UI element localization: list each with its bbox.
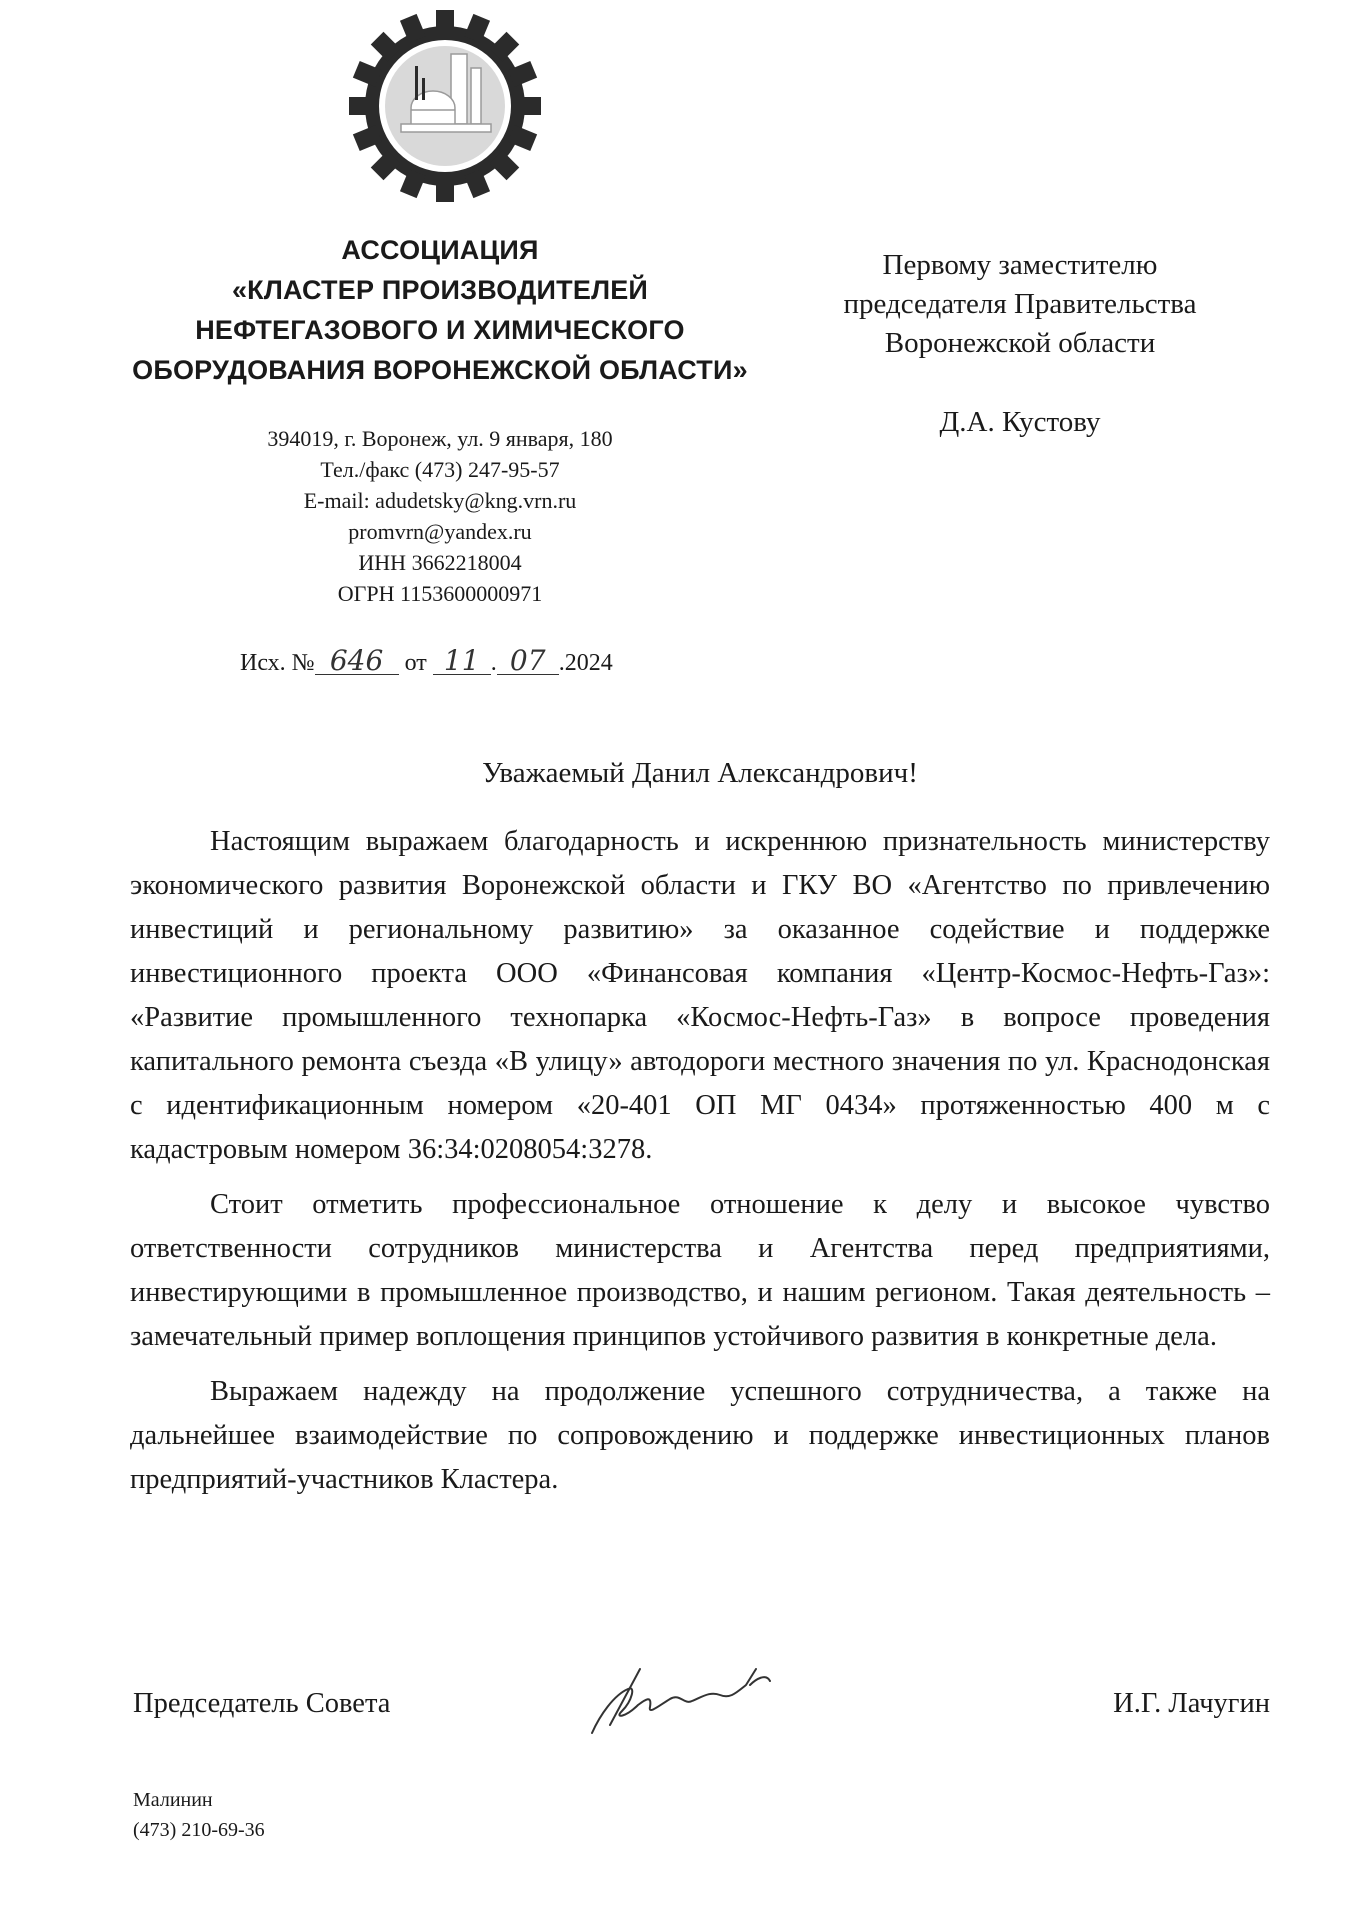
outgoing-month: 07 [497,648,559,675]
org-inn: ИНН 3662218004 [358,550,522,575]
outgoing-number-line [240,644,613,677]
executor-name: Малинин [133,1789,213,1811]
org-name-line: АССОЦИАЦИЯ [341,235,539,265]
outgoing-year: .2024 [558,650,613,676]
executor-phone: (473) 210-69-36 [133,1819,265,1841]
body-paragraph: Настоящим выражаем благодарность и искреннюю признательность министерству экономического развития Воронежской области и ГКУ ВО «Агентство по привлечению инвестиций и региональному развитию» за оказанное содействие и поддержке инвестиционного проекта ООО «Финансовая компания «Центр-Космос-Нефть-Газ»: «Развитие промышленного технопарка «Космос-Нефть-Газ» в вопросе проведения капитального ремонта съезда «В улицу» автодороги местного значения по ул. Краснодонская с идентификационным номером «20-401 ОП МГ 0434» протяженностью 400 м с кадастровым номером 36:34:0208054:3278. [130,826,1270,1165]
org-email-secondary: promvrn@yandex.ru [348,519,532,544]
body-paragraph: Выражаем надежду на продолжение успешного сотрудничества, а также на дальнейшее взаимодействие по сопровождению и поддержке инвестиционных планов предприятий-участников Кластера. [130,1376,1270,1495]
outgoing-date-dot: . [490,650,497,676]
org-name-line: «КЛАСТЕР ПРОИЗВОДИТЕЛЕЙ [231,275,649,305]
org-email: E-mail: adudetsky@kng.vrn.ru [303,488,577,513]
org-phone: Тел./факс (473) 247-95-57 [320,457,560,482]
signatory-title: Председатель Совета [133,1688,391,1719]
addressee-name: Д.А. Кустову [939,406,1101,438]
outgoing-number: 646 [315,648,399,675]
letter-body [130,820,1270,1513]
signatory-name: И.Г. Лачугин [1113,1688,1270,1719]
organization-name [120,230,760,390]
org-ogrn: ОГРН 1153600000971 [337,581,543,606]
handwritten-signature [580,1655,820,1745]
executor-block [133,1785,265,1845]
body-paragraph: Стоит отметить профессиональное отношение к делу и высокое чувство ответственности сотрудников министерства и Агентства перед предприятиями, инвестирующими в промышленное производство, и нашим регионом. Такая деятельность – замечательный пример воплощения принципов устойчивого развития в конкретные дела. [130,1189,1270,1352]
org-name-line: НЕФТЕГАЗОВОГО И ХИМИЧЕСКОГО [195,315,685,345]
organization-contacts [190,423,690,609]
addressee-line: Первому заместителю [882,249,1158,281]
org-address: 394019, г. Воронеж, ул. 9 января, 180 [267,426,613,451]
cluster-logo [345,6,545,226]
addressee-line: председателя Правительства [843,288,1197,320]
addressee-block [780,246,1260,442]
salutation: Уважаемый Данил Александрович! [482,757,918,789]
outgoing-day: 11 [433,648,491,675]
org-name-line: ОБОРУДОВАНИЯ ВОРОНЕЖСКОЙ ОБЛАСТИ» [132,355,748,385]
outgoing-prefix: Исх. № [240,650,315,676]
addressee-line: Воронежской области [884,327,1156,359]
outgoing-from: от [404,650,427,676]
